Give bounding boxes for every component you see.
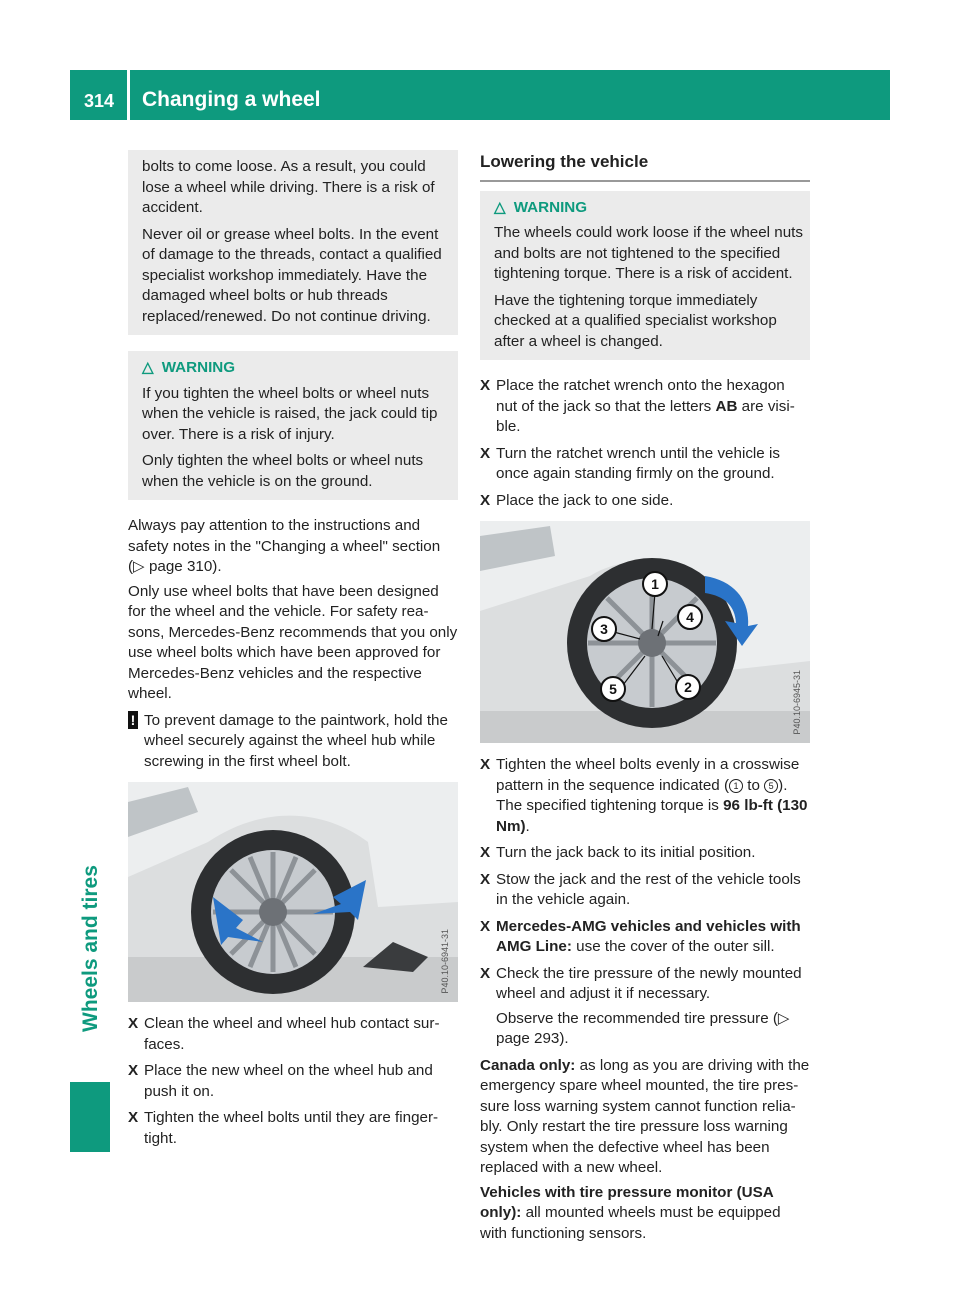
side-tab [70,140,110,1152]
step-marker-icon: X [128,1062,139,1079]
paragraph: Canada only: as long as you are driving with the emergency spare wheel mounted, the tire pres- sure loss warning system cannot function relia- bly. Only restart the tire pressure loss warning system when the defective wheel has been replaced with a new wheel. [480,1056,810,1176]
header-divider [127,70,130,120]
bolt-label-1: 1 [651,576,659,592]
warning-triangle-icon: △ [142,359,154,376]
warning-text: If you tighten the wheel bolts or wheel nuts when the vehicle is raised, the jack could tip over. There is a risk of injury. [142,384,438,443]
step-marker-icon: X [128,1109,139,1126]
step-marker-icon: X [480,444,491,462]
sequence-end-icon: 5 [764,779,778,793]
bolt-label-2: 2 [684,679,692,695]
warning-heading: △ WARNING [494,198,804,219]
warning-text: Only tighten the wheel bolts or wheel nuts when the vehicle is on the ground. [142,452,424,490]
paragraph: Always pay attention to the instructions and safety notes in the "Changing a wheel" section (▷ page 310). [128,517,441,575]
warning-box [480,191,810,361]
right-column [480,150,810,1248]
warning-text: bolts to come loose. As a result, you could lose a wheel while driving. There is a risk of accident. [142,158,435,216]
page-title: Changing a wheel [142,88,321,111]
warning-text: The wheels could work loose if the wheel nuts and bolts are not tightened to the specified tightening torque. There is a risk of accident. [494,224,803,282]
bolt-label-3: 3 [600,621,608,637]
instruction-step: X Stow the jack and the rest of the vehicle tools in the vehicle again. [480,870,801,908]
side-tab-label: Wheels and tires [79,865,102,1032]
instruction-step: X Turn the ratchet wrench until the vehicle is once again standing firmly on the ground. [480,444,780,482]
instruction-step: X Tighten the wheel bolts until they are finger- tight. [128,1109,439,1147]
warning-heading: △ WARNING [142,358,452,379]
instruction-step: X Turn the jack back to its initial position. [480,843,810,864]
side-tab-block [70,1082,110,1152]
sequence-start-icon: 1 [729,779,743,793]
step-marker-icon: X [480,917,491,935]
bolt-sequence-photo [480,521,810,743]
warning-text: Have the tightening torque immediately checked at a qualified specialist workshop after a wheel is changed. [494,291,777,350]
bolt-label-5: 5 [609,681,617,697]
instruction-step: X Place the new wheel on the wheel hub and push it on. [128,1062,433,1100]
paragraph: Vehicles with tire pressure monitor (USA only): all mounted wheels must be equipped with functioning sensors. [480,1183,781,1242]
wheel-mounting-illustration [128,782,458,1002]
bolt-label-4: 4 [686,609,694,625]
instruction-step: X Mercedes-AMG vehicles and vehicles with AMG Line: use the cover of the outer sill. [480,917,801,955]
step-marker-icon: X [480,491,491,509]
paragraph: Only use wheel bolts that have been designed for the wheel and the vehicle. For safety rea- sons, Mercedes-Benz recommends that you only use wheel bolts which have been approved for Mercedes-Benz vehicles and the respective wheel. [128,582,458,702]
instruction-step: X Place the ratchet wrench onto the hexagon nut of the jack so that the letters AB are visi- ble. [480,377,795,435]
image-reference: P40.10-6941-31 [439,929,450,994]
instruction-step: X Check the tire pressure of the newly mounted wheel and adjust it if necessary. Observe the recommended tire pressure (▷ page 293). [480,964,810,1050]
note-text: To prevent damage to the paintwork, hold the wheel securely against the wheel hub while screwing in the first wheel bolt. [144,711,448,770]
section-title: Lowering the vehicle [480,152,810,182]
warning-box [128,351,458,500]
step-marker-icon: X [480,870,491,888]
step-marker-icon: X [480,377,491,394]
instruction-step: X Tighten the wheel bolts evenly in a crosswise pattern in the sequence indicated ( 1 to 5 ). The specified tightening torque is 96 lb-ft (130 Nm). [480,756,808,835]
warning-continuation-box [128,150,458,335]
wheel-mounting-photo [128,782,458,1002]
step-marker-icon: X [480,756,491,773]
bolt-sequence-illustration [480,521,810,743]
warning-triangle-icon: △ [494,198,506,216]
page-number: 314 [84,91,115,111]
step-marker-icon: X [128,1015,139,1032]
exclamation-icon: ! [128,711,138,729]
instruction-step: X Clean the wheel and wheel hub contact sur- faces. [128,1015,440,1053]
damage-note [128,711,458,773]
warning-text: Never oil or grease wheel bolts. In the event of damage to the threads, contact a qualified specialist workshop immediately. Have the damaged wheel bolts or hub threads replaced/renewed. Do not continue driving. [142,225,442,325]
step-subtext: Observe the recommended tire pressure (▷ page 293). [496,1009,790,1047]
image-reference: P40.10-6945-31 [791,670,802,735]
step-marker-icon: X [480,964,491,982]
instruction-step: X Place the jack to one side. [480,491,810,512]
step-marker-icon: X [480,844,491,861]
page-header [70,70,890,120]
left-column [128,150,458,1155]
